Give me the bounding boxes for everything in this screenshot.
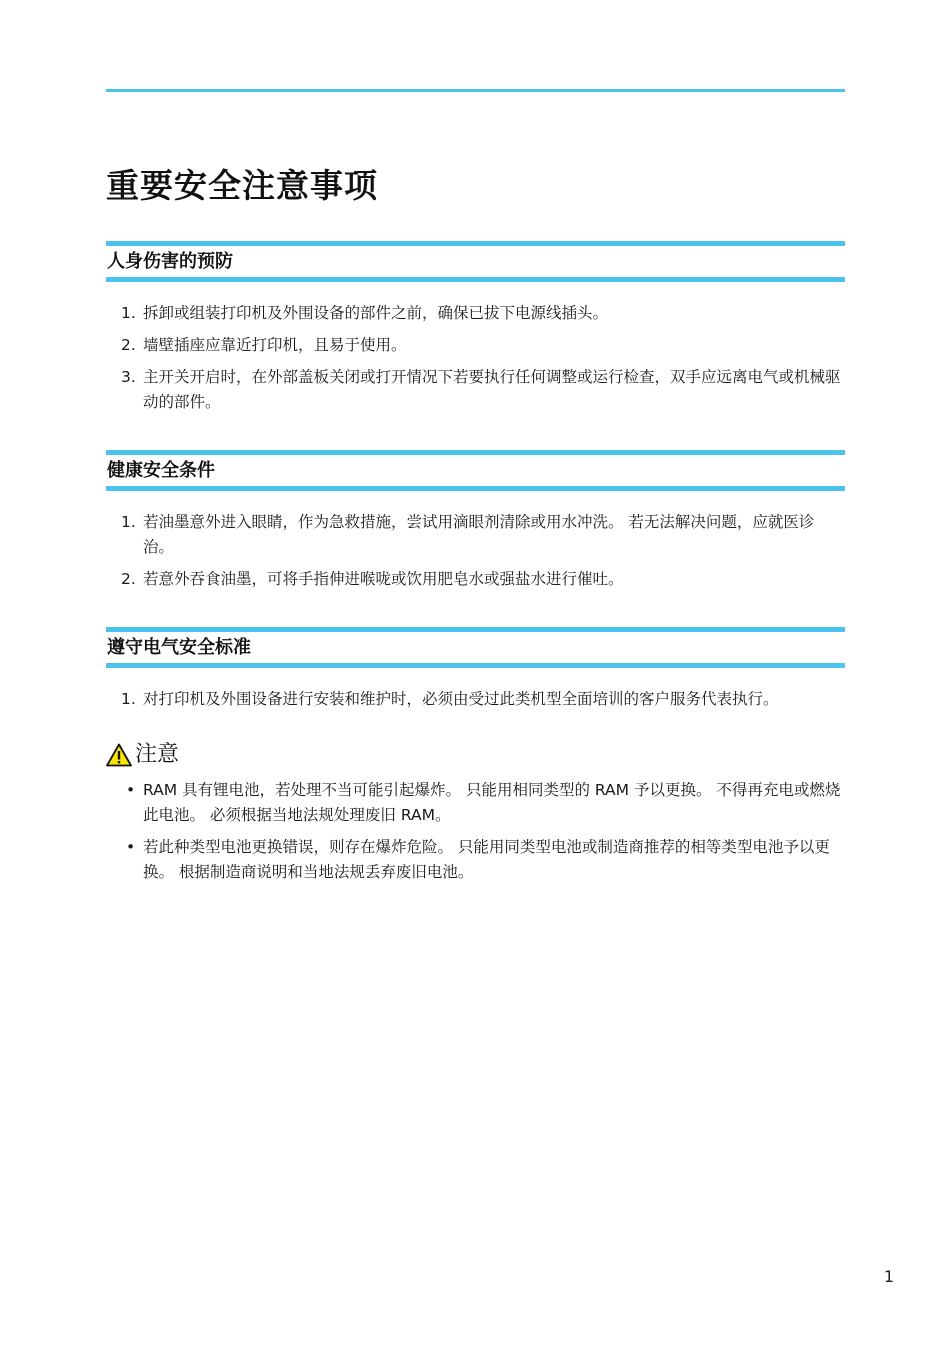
list-item <box>106 510 845 560</box>
item-text: 若油墨意外进入眼睛，作为急救措施，尝试用滴眼剂清除或用水冲洗。 若无法解决问题，应就医诊治。 <box>143 513 815 556</box>
item-text: 拆卸或组装打印机及外围设备的部件之前，确保已拔下电源线插头。 <box>143 304 609 322</box>
item-number: 3. <box>121 368 136 386</box>
caution-list <box>106 778 845 892</box>
item-number: 2. <box>121 336 136 354</box>
warning-triangle-icon <box>106 743 132 767</box>
section-heading: 健康安全条件 <box>106 450 845 491</box>
item-text: 对打印机及外围设备进行安装和维护时，必须由受过此类机型全面培训的客户服务代表执行。 <box>143 690 779 708</box>
list-item <box>106 567 845 592</box>
bullet: • <box>126 781 136 799</box>
item-text: 墙壁插座应靠近打印机，且易于使用。 <box>143 336 407 354</box>
section-heading: 遵守电气安全标准 <box>106 627 845 668</box>
caution-text: RAM 具有锂电池，若处理不当可能引起爆炸。 只能用相同类型的 RAM 予以更换。 不得再充电或燃烧此电池。 必须根据当地法规处理废旧 RAM。 <box>143 781 841 824</box>
section-health-safety <box>106 450 845 599</box>
page-title: 重要安全注意事项 <box>106 166 378 205</box>
page-number: 1 <box>883 1267 894 1286</box>
section-electrical-standards <box>106 627 845 719</box>
item-number: 1. <box>121 513 136 531</box>
list-item <box>106 687 845 712</box>
item-number: 1. <box>121 690 136 708</box>
caution-heading <box>106 740 179 770</box>
caution-title: 注意 <box>135 742 180 767</box>
item-text: 主开关开启时，在外部盖板关闭或打开情况下若要执行任何调整或运行检查，双手应远离电气或机械驱动的部件。 <box>143 368 841 411</box>
top-rule <box>106 89 845 92</box>
item-text: 若意外吞食油墨，可将手指伸进喉咙或饮用肥皂水或强盐水进行催吐。 <box>143 570 624 588</box>
item-number: 1. <box>121 304 136 322</box>
bullet: • <box>126 838 136 856</box>
list-item <box>106 333 845 358</box>
caution-text: 若此种类型电池更换错误，则存在爆炸危险。 只能用同类型电池或制造商推荐的相等类型电池予以更换。 根据制造商说明和当地法规丢弃废旧电池。 <box>143 838 830 881</box>
caution-item <box>106 835 845 885</box>
section-injury-prevention <box>106 241 845 422</box>
caution-item <box>106 778 845 828</box>
list-item <box>106 365 845 415</box>
list-item <box>106 301 845 326</box>
section-heading: 人身伤害的预防 <box>106 241 845 282</box>
item-number: 2. <box>121 570 136 588</box>
